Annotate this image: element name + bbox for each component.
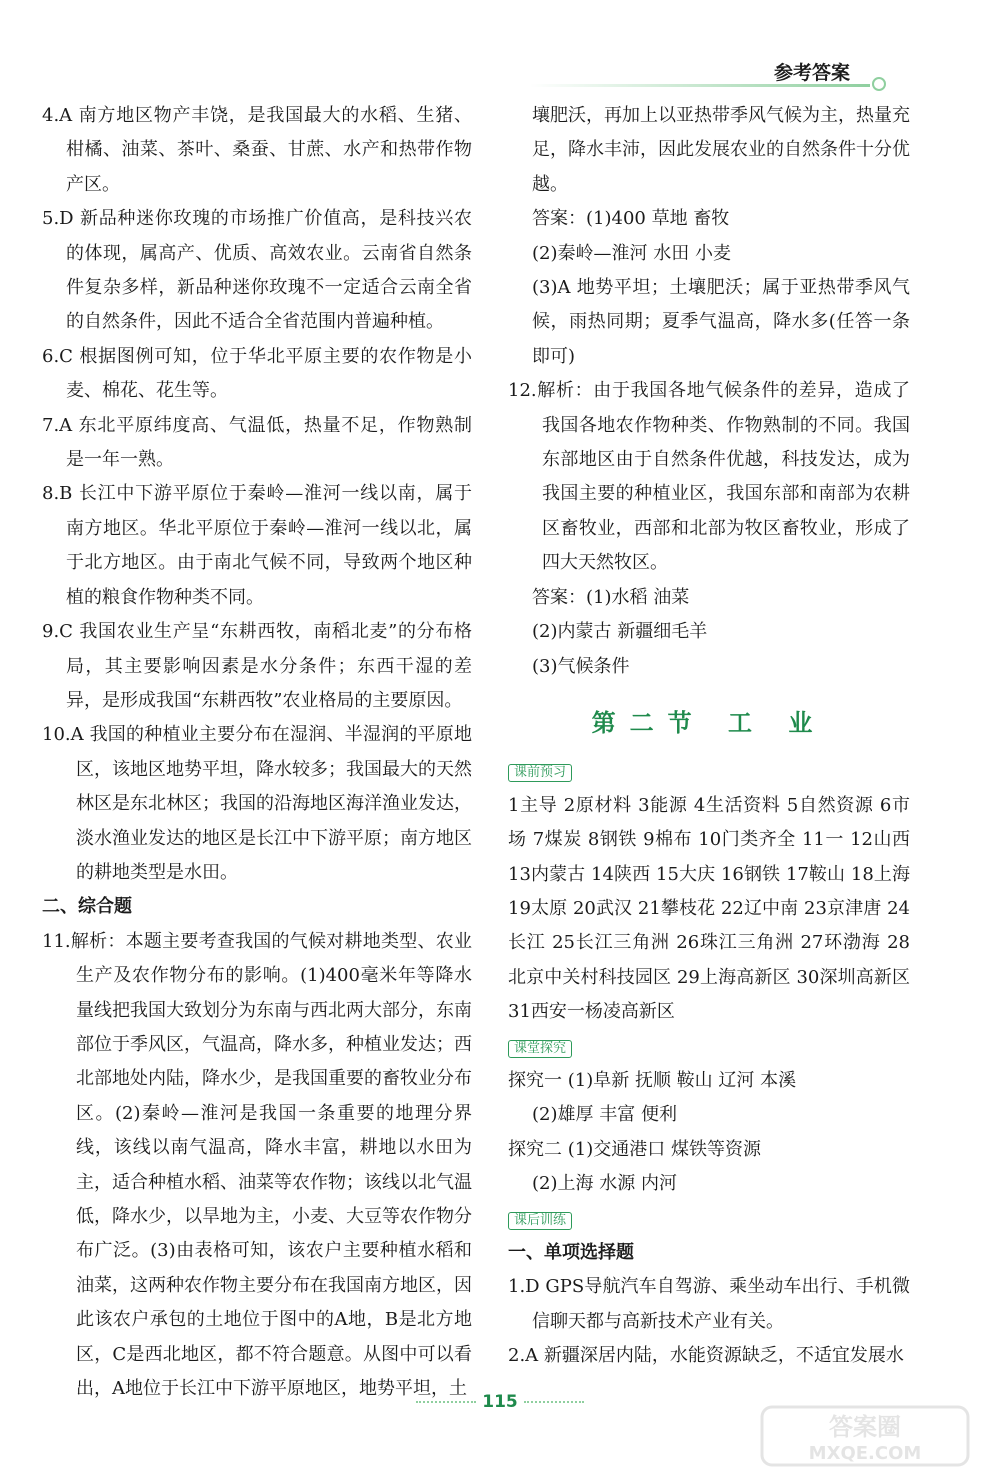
answer-4: 4.A 南方地区物产丰饶，是我国最大的水稻、生猪、柑橘、油菜、茶叶、桑蚕、甘蔗、水产和热带作物产区。 (42, 105, 472, 195)
tag-preview: 课前预习 (508, 764, 572, 782)
answer-11-ans-1: 答案：(1)400 草地 畜牧 (532, 208, 730, 230)
section-heading-single-choice: 一、单项选择题 (508, 1242, 634, 1263)
answer-12-ans-1: 答案：(1)水稻 油菜 (532, 586, 690, 608)
page-header-title: 参考答案 (773, 62, 850, 84)
answer-12-ans-2: (2)内蒙古 新疆细毛羊 (532, 621, 708, 643)
answer-11-ans-3: (3)A 地势平坦；土壤肥沃；属于亚热带季风气候，雨热同期；夏季气温高，降水多(任答一条即可) (532, 277, 910, 367)
answer-p1: 1.D GPS导航汽车自驾游、乘坐动车出行、手机微信聊天都与高新技术产业有关。 (508, 1276, 910, 1332)
tag-after-class: 课后训练 (508, 1212, 572, 1230)
answer-11-ans-2: (2)秦岭—淮河 水田 小麦 (532, 242, 731, 264)
explore-1-a: 探究一 (1)阜新 抚顺 鞍山 辽河 本溪 (508, 1069, 797, 1091)
answer-7: 7.A 东北平原纬度高、气温低，热量不足，作物熟制是一年一熟。 (42, 414, 472, 471)
answer-12-analysis: 12.解析：由于我国各地气候条件的差异，造成了我国各地农作物种类、作物熟制的不同。我国东部地区由于自然条件优越，科技发达，成为我国主要的种植业区，我国东部和南部为农耕区畜牧业，西部和北部为牧区畜牧业，形成了四大天然牧区。 (508, 380, 910, 574)
answer-5: 5.D 新品种迷你玫瑰的市场推广价值高，是科技兴农的体现，属高产、优质、高效农业。云南省自然条件复杂多样，新品种迷你玫瑰不一定适合云南全省的自然条件，因此不适合全省范围内普遍种植。 (42, 208, 472, 333)
watermark-logo-icon (760, 1405, 970, 1467)
answer-6: 6.C 根据图例可知，位于华北平原主要的农作物是小麦、棉花、花生等。 (42, 345, 472, 402)
tag-classroom: 课堂探究 (508, 1040, 572, 1058)
answer-12-ans-3: (3)气候条件 (532, 655, 630, 677)
svg-text:MXQE.COM: MXQE.COM (808, 1443, 922, 1464)
answer-8: 8.B 长江中下游平原位于秦岭—淮河一线以南，属于南方地区。华北平原位于秦岭—淮河一线以北，属于北方地区。由于南北气候不同，导致两个地区种植的粮食作物种类不同。 (42, 483, 472, 608)
answer-10: 10.A 我国的种植业主要分布在湿润、半湿润的平原地区，该地区地势平坦，降水较多；我国最大的天然林区是东北林区；我国的沿海地区海洋渔业发达，淡水渔业发达的地区是长江中下游平原；南方地区的耕地类型是水田。 (42, 724, 472, 883)
answer-9: 9.C 我国农业生产呈“东耕西牧，南稻北麦”的分布格局，其主要影响因素是水分条件；东西干湿的差异，是形成我国“东耕西牧”农业格局的主要原因。 (42, 621, 472, 711)
header-rule (530, 84, 870, 87)
answer-p2: 2.A 新疆深居内陆，水能资源缺乏，不适宜发展水 (508, 1345, 904, 1367)
answer-11-analysis-cont: 壤肥沃，再加上以亚热带季风气候为主，热量充足，降水丰沛，因此发展农业的自然条件十分优越。 (532, 105, 910, 195)
explore-1-b: (2)雄厚 丰富 便利 (532, 1104, 677, 1126)
right-column (508, 99, 910, 1374)
section-heading-comprehensive: 二、综合题 (42, 896, 132, 918)
left-column (42, 99, 472, 1406)
preview-answers: 1主导 2原材料 3能源 4生活资料 5自然资源 6市场 7煤炭 8钢铁 9棉布 10门类齐全 11一 12山西 13内蒙古 14陕西 15大庆 16钢铁 17鞍山 18上海 19太原 20武汉 21攀枝花 22辽中南 23京津唐 24长江 25长江三角洲 26珠江三角洲 27环渤海 28北京中关村科技园区 29上海高新区 30深圳高新区 31西安一杨凌高新区 (508, 794, 910, 1023)
page-number: 115 (0, 1392, 1000, 1412)
answer-11-analysis: 11.解析：本题主要考查我国的气候对耕地类型、农业生产及农作物分布的影响。(1)400毫米年等降水量线把我国大致划分为东南与西北两大部分，东南部位于季风区，气温高，降水多，种植业发达；西北部地处内陆，降水少，是我国重要的畜牧业分布区。(2)秦岭—淮河是我国一条重要的地理分界线，该线以南气温高，降水丰富，耕地以水田为主，适合种植水稻、油菜等农作物；该线以北气温低，降水少，以旱地为主，小麦、大豆等农作物分布广泛。(3)由表格可知，该农户主要种植水稻和油菜，这两种农作物主要分布在我国南方地区，因此该农户承包的土地位于图中的A地，B是北方地区，C是西北地区，都不符合题意。从图中可以看出，A地位于长江中下游平原地区，地势平坦，土 (42, 930, 472, 1400)
header-ornament-icon (872, 77, 886, 91)
svg-text:答案圈: 答案圈 (829, 1413, 901, 1441)
explore-2-b: (2)上海 水源 内河 (532, 1173, 677, 1195)
section-title: 第二节 工 业 (591, 707, 827, 737)
explore-2-a: 探究二 (1)交通港口 煤铁等资源 (508, 1138, 761, 1160)
